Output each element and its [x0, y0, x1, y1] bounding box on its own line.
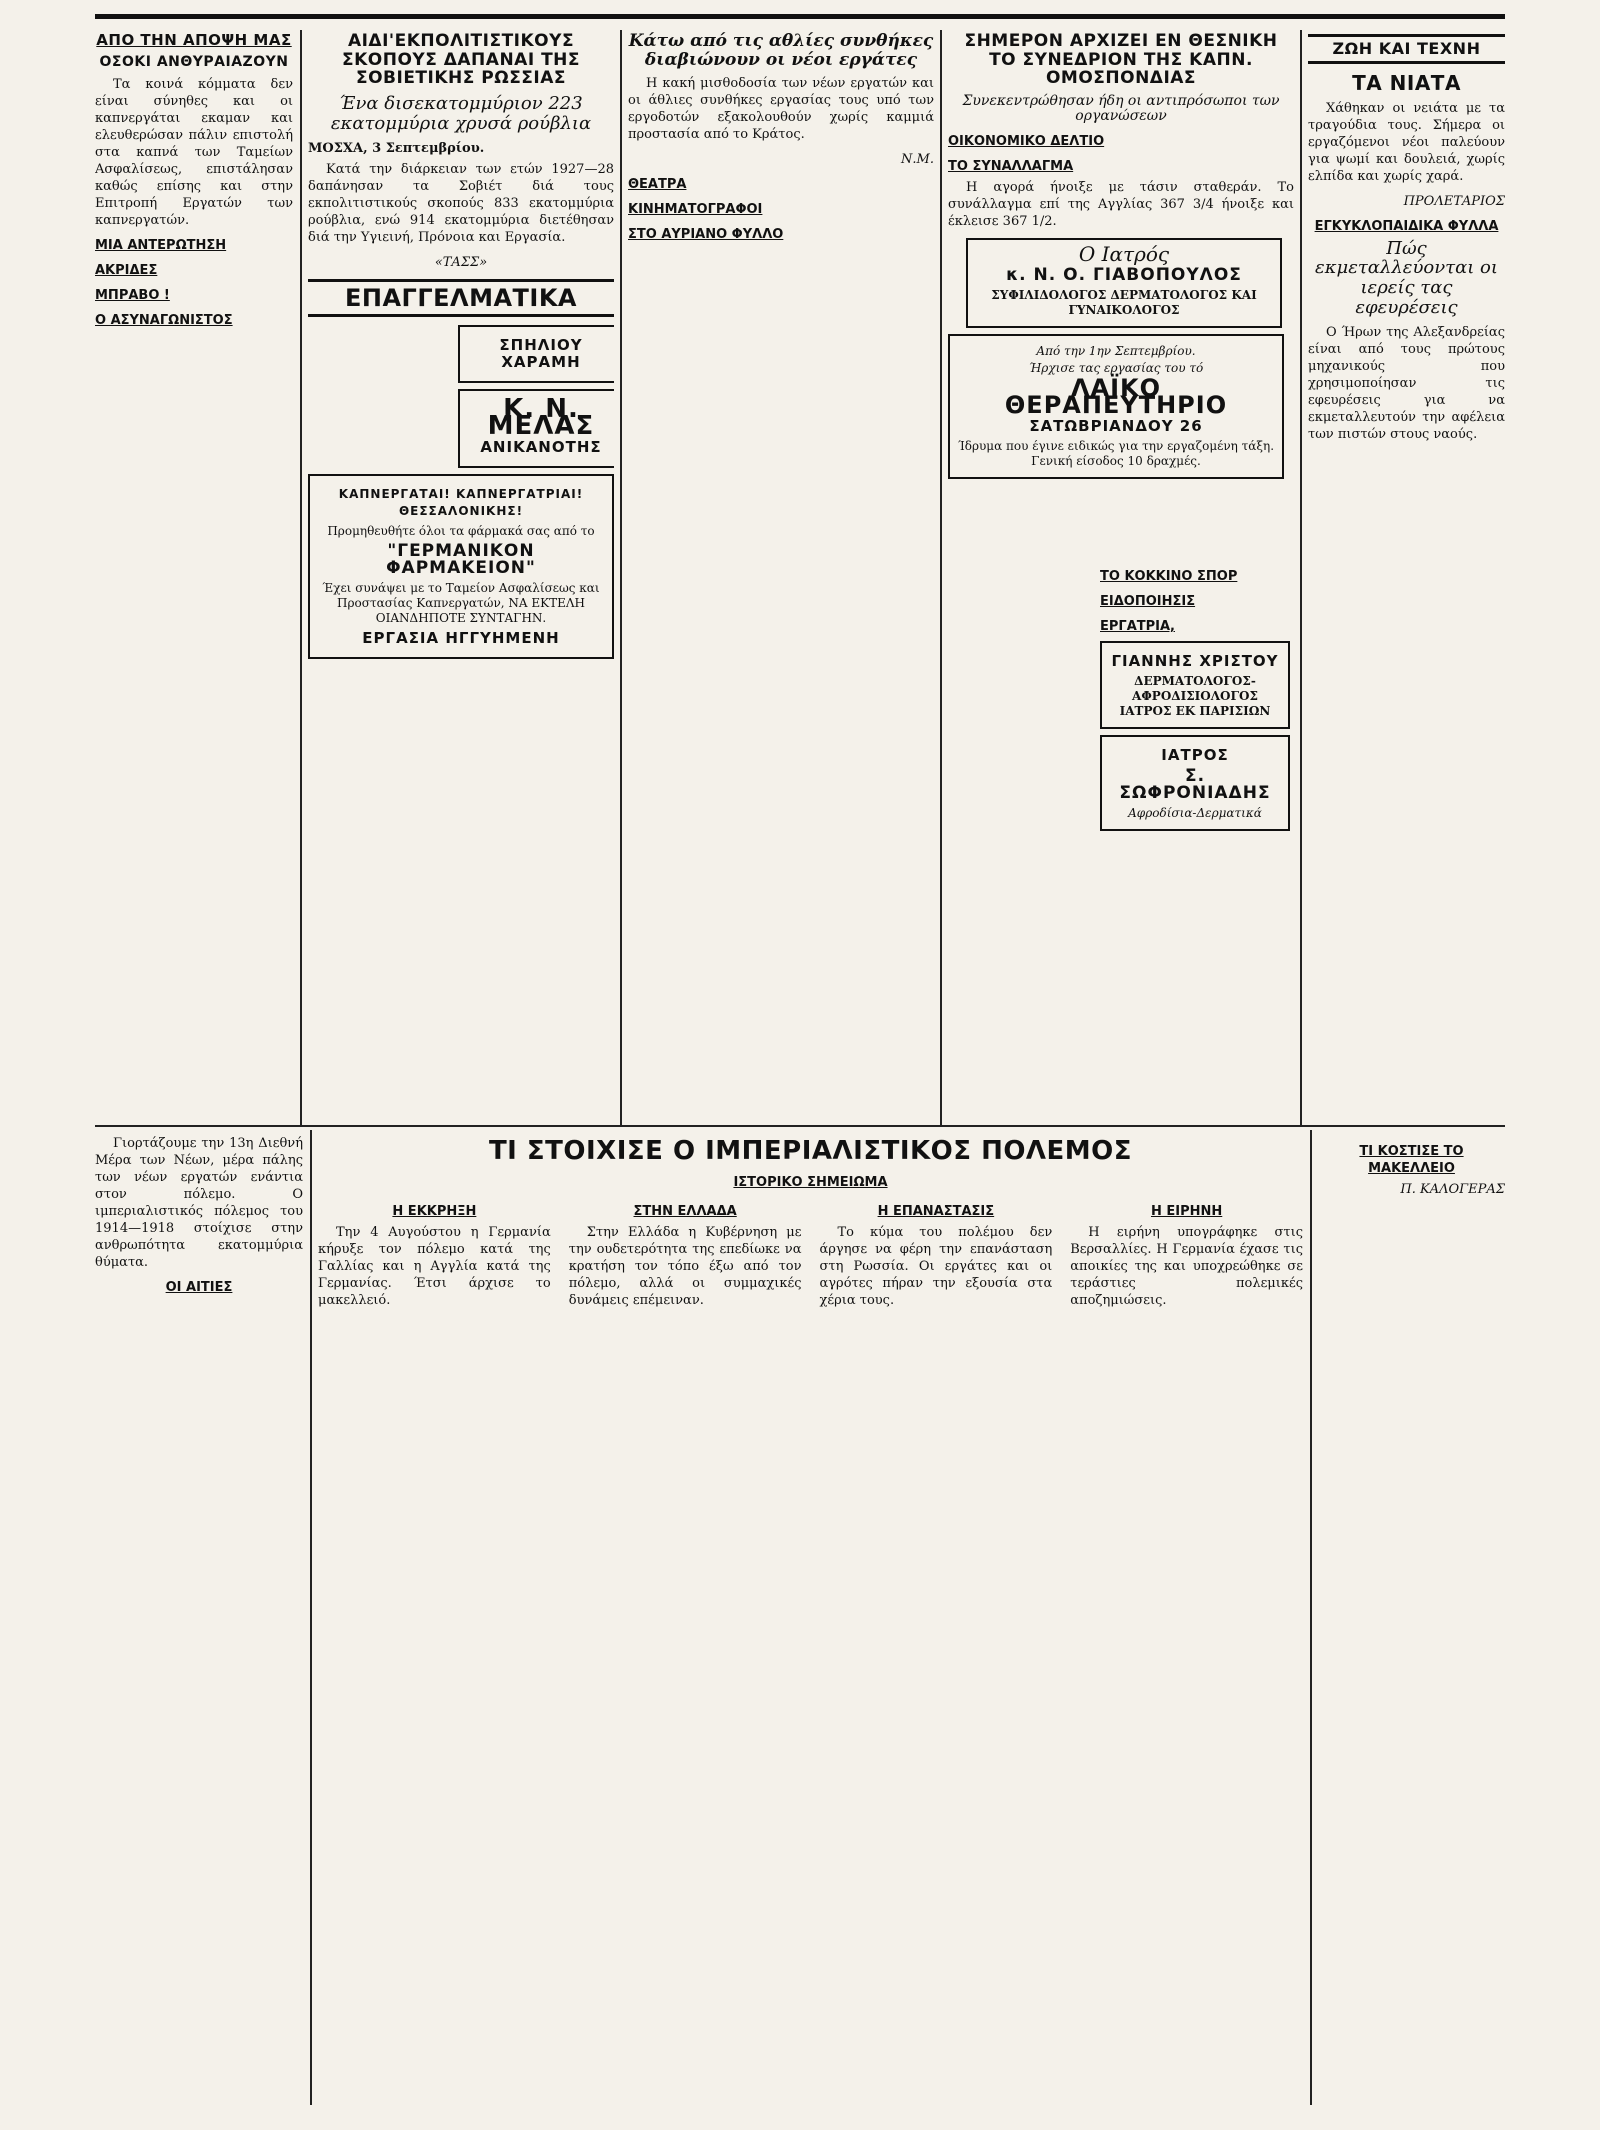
col5-encyclo: ΕΓΚΥΚΛΟΠΑΙΔΙΚΑ ΦΥΛΛΑ	[1314, 218, 1499, 234]
col4-economic: ΟΙΚΟΝΟΜΙΚΟ ΔΕΛΤΙΟ	[948, 133, 1105, 149]
col-red-sport: ΤΟ ΚΟΚΚΙΝΟ ΣΠΟΡ	[1100, 569, 1238, 584]
col2-subhead: Ένα δισεκατομμύριον 223 εκατομμύρια χρυσά ρούβλια	[330, 93, 592, 134]
col-notices: ΕΙΔΟΠΟΙΗΣΙΣ	[1100, 594, 1196, 609]
bottom-greece: ΣΤΗΝ ΕΛΛΑΔΑ	[633, 1203, 737, 1219]
column-2	[308, 30, 614, 1120]
bottom-columns	[318, 1195, 1303, 1317]
col3-body: Η κακή μισθοδοσία των νέων εργατών και οι άθλιες συνθήκες εργασίας τους υπό των εργοδοτών εξακολουθούν χωρίς καμμιά προστασία από το Κράτος.	[628, 76, 934, 143]
col4-headline: ΣΗΜΕΡΟΝ ΑΡΧΙΖΕΙ ΕΝ ΘΕΣΝΙΚΗ ΤΟ ΣΥΝΕΔΡΙΟΝ ΤΗΣ ΚΑΠΝ. ΟΜΟΣΠΟΝΔΙΑΣ	[964, 31, 1278, 89]
col-ergatria: ΕΡΓΑΤΡΙΑ,	[1100, 619, 1175, 634]
col1-headline: ΑΠΟ ΤΗΝ ΑΠΟΨΗ ΜΑΣ	[96, 31, 292, 49]
bottom-subhead: ΙΣΤΟΡΙΚΟ ΣΗΜΕΙΩΜΑ	[733, 1174, 888, 1190]
column-rule	[300, 30, 302, 1125]
column-rule	[1300, 30, 1302, 1125]
col4-exchange: ΤΟ ΣΥΝΑΛΛΑΓΜΑ	[948, 158, 1074, 174]
col2-section: ΕΠΑΓΓΕΛΜΑΤΙΚΑ	[308, 279, 614, 317]
ad-laiko-start: Ήρχισε τας εργασίας του τό	[1028, 360, 1204, 375]
bottom-col-a	[318, 1195, 551, 1317]
bottom-col-b	[569, 1195, 802, 1317]
ad-laiko-from: Από την 1ην Σεπτεμβρίου.	[1036, 343, 1196, 358]
col1-body: Τα κοινά κόμματα δεν είναι σύνηθες και οι καπνεργάται εκαμαν και ελευθερώσαν πάλιν επιστολή στα καπνά των Ταμείων Ασφαλίσεως, επιστάλησαν καθώς επίσης και στην Επιτροπή Εργατών των καπνεργατών.	[95, 76, 293, 228]
ad-laiko-title: ΛΑΪΚΟ ΘΕΡΑΠΕΥΤΗΡΙΟ	[1004, 373, 1228, 419]
col5-subhead: ΤΑ ΝΙΑΤΑ	[1352, 70, 1461, 95]
ad-spilios	[458, 325, 614, 383]
column-rule	[620, 30, 622, 1125]
ad-doc3-title: ΙΑΤΡΟΣ	[1161, 746, 1229, 764]
column-rule	[940, 30, 942, 1125]
col4-subhead: Συνεκεντρώθησαν ήδη οι αντιπρόσωποι των οργανώσεων	[962, 93, 1280, 125]
bottom-body2: Την 4 Αυγούστου η Γερμανία κήρυξε τον πόλεμο κατά της Γαλλίας και η Αγγλία κατά της Γερμανίας. Έτσι άρχισε το μακελλειό.	[318, 1224, 551, 1308]
ad-kapner-pharmacy: "ΓΕΡΜΑΝΙΚΟΝ ΦΑΡΜΑΚΕΙΟΝ"	[386, 541, 536, 579]
column-3	[628, 30, 934, 1120]
ad-doc1-title: Ο Ιατρός	[1078, 241, 1170, 266]
column-rule	[310, 1130, 312, 2105]
ad-kapner-foot: ΕΡΓΑΣΙΑ ΗΓΓΥΗΜΕΝΗ	[362, 629, 560, 648]
col1-sub3: ΑΚΡΙΔΕΣ	[95, 262, 158, 278]
bottom-center	[318, 1135, 1303, 2100]
ad-doc3-name: Σ. ΣΩΦΡΟΝΙΑΔΗΣ	[1119, 766, 1271, 803]
ad-doc1-spec: ΣΥΦΙΛΙΔΟΛΟΓΟΣ ΔΕΡΜΑΤΟΛΟΓΟΣ ΚΑΙ ΓΥΝΑΙΚΟΛΟΓΟΣ	[991, 287, 1257, 317]
column-1	[95, 30, 293, 1120]
bottom-causes: ΟΙ ΑΙΤΙΕΣ	[165, 1280, 233, 1295]
bottom-declaration: Η ΕΚΚΡΗΞΗ	[392, 1203, 477, 1219]
ad-doctor-christou	[1100, 641, 1290, 729]
bottom-left	[95, 1135, 303, 2100]
col3-tomorrow: ΣΤΟ ΑΥΡΙΑΝΟ ΦΥΛΛΟ	[628, 227, 784, 243]
ad-kapner-title: ΚΑΠΝΕΡΓΑΤΑΙ! ΚΑΠΝΕΡΓΑΤΡΙΑΙ! ΘΕΣΣΑΛΟΝΙΚΗΣ!	[338, 487, 584, 519]
col1-sub5: Ο ΑΣΥΝΑΓΩΝΙΣΤΟΣ	[95, 312, 233, 328]
col5-body: Χάθηκαν οι νειάτα με τα τραγούδια τους. Σήμερα οι εργαζόμενοι νέοι παλεύουν για ψωμί και δουλειά, χωρίς ελπίδα και χωρίς χαρά.	[1308, 100, 1505, 184]
col3-sig: Ν.Μ.	[901, 152, 934, 168]
col2-body: Κατά την διάρκειαν των ετών 1927—28 δαπάνησαν τα Σοβιέτ διά τους εκπολιτιστικούς σκοπούς 833 εκατομμύρια ρούβλια, ενώ 914 εκατομμύρια διετέθησαν διά την Υγιεινή, Πρόνοια και Εργασία.	[308, 161, 614, 245]
col5-body2: Ο Ήρων της Αλεξανδρείας είναι από τους πρώτους μηχανικούς που χρησιμοποίησαν τις εφευρέσεις για να εκμεταλλευτούν την αφέλεια των πιστών στους ναούς.	[1308, 324, 1505, 442]
col2-tass: «ΤΑΣΣ»	[434, 254, 488, 270]
bottom-cost: ΤΙ ΚΟΣΤΙΣΕ ΤΟ ΜΑΚΕΛΛΕΙΟ	[1359, 1144, 1464, 1176]
ad-spilios-title: ΣΠΗΛΙΟΥ ΧΑΡΑΜΗ	[499, 336, 583, 372]
col4-body: Η αγορά ήνοιξε με τάσιν σταθεράν. Το συνάλλαγμα επί της Αγγλίας 367 3/4 ήνοιξε και έκλεισε 367 1/2.	[948, 179, 1294, 229]
bottom-body4: Το κύμα του πολέμου δεν άργησε να φέρη την επανάσταση στη Ρωσσία. Οι εργάτες και οι αγρότες πήραν την εξουσία στα χέρια τους.	[819, 1224, 1053, 1308]
ad-doctor-sofroniadis	[1100, 735, 1290, 831]
ad-strip	[1100, 560, 1290, 960]
col1-subhead: ΟΣΟΚΙ ΑΝΘΥΡΑΙΑΖΟΥΝ	[99, 53, 289, 70]
ad-kapner-text: Προμηθευθήτε όλοι τα φάρμακά σας από το	[327, 524, 595, 539]
col5-encyclo-sub: Πώς εκμεταλλεύονται οι ιερείς τας εφευρέσεις	[1315, 237, 1498, 318]
ad-doc3-spec: Αφροδίσια-Δερματικά	[1128, 806, 1262, 820]
ad-doctor-giavopoulos	[966, 238, 1282, 328]
ad-laiko-addr: ΣΑΤΩΒΡΙΑΝΔΟΥ 26	[1029, 416, 1203, 435]
bottom-peace: Η ΕΙΡΗΝΗ	[1150, 1203, 1223, 1219]
ad-melas-title: Κ. Ν. ΜΕΛΑΣ	[487, 394, 595, 442]
bottom-headline: ΤΙ ΣΤΟΙΧΙΣΕ Ο ΙΜΠΕΡΙΑΛΙΣΤΙΚΟΣ ΠΟΛΕΜΟΣ	[488, 1136, 1133, 1166]
ad-doc1-name: κ. Ν. Ο. ΓΙΑΒΟΠΟΥΛΟΣ	[1006, 264, 1242, 285]
col1-sub4: ΜΠΡΑΒΟ !	[95, 287, 170, 303]
col3-theatres: ΘΕΑΤΡΑ	[628, 177, 687, 193]
bottom-sig: Π. ΚΑΛΟΓΕΡΑΣ	[1400, 1182, 1505, 1197]
bottom-body5: Η ειρήνη υπογράφηκε στις Βερσαλλίες. Η Γερμανία έχασε τις αποικίες της και υποχρεώθηκε σε τεράστιες πολεμικές αποζημιώσεις.	[1070, 1224, 1303, 1308]
ad-kapner-note: Έχει συνάψει με το Ταμείον Ασφαλίσεως και Προστασίας Καπνεργατών, ΝΑ ΕΚΤΕΛΗ ΟΙΑΝΔΗΠΟΤΕ ΣΥΝΤΑΓΗΝ.	[322, 581, 600, 626]
col3-headline: Κάτω από τις αθλίες συνθήκες διαβιώνουν οι νέοι εργάτες	[628, 31, 934, 70]
ad-melas	[458, 389, 614, 468]
bottom-col-d	[1070, 1195, 1303, 1317]
bottom-revolution: Η ΕΠΑΝΑΣΤΑΣΙΣ	[877, 1203, 995, 1219]
ad-doc2-name: ΓΙΑΝΝΗΣ ΧΡΙΣΤΟΥ	[1111, 652, 1279, 670]
col5-headline: ΖΩΗ ΚΑΙ ΤΕΧΝΗ	[1308, 34, 1505, 64]
column-rule	[1310, 1130, 1312, 2105]
col5-sig: ΠΡΟΛΕΤΑΡΙΟΣ	[1403, 193, 1505, 209]
bottom-body3: Στην Ελλάδα η Κυβέρνηση με την ουδετερότητα της επεδίωκε να κρατήση τον τόπο έξω από τον πόλεμο, αλλά οι συμμαχικές δυνάμεις επέμειναν.	[568, 1224, 802, 1308]
bottom-body1: Γιορτάζουμε την 13η Διεθνή Μέρα των Νέων, μέρα πάλης των νέων εργατών ενάντια στον πόλεμο. Ο ιμπεριαλιστικός πόλεμος του 1914—1918 στοίχισε στην ανθρωπότητα εκατομμύρια θύματα.	[95, 1136, 303, 1270]
col1-sub2: ΜΙΑ ΑΝΤΕΡΩΤΗΣΗ	[95, 237, 227, 253]
bottom-right	[1318, 1135, 1505, 2100]
section-rule	[95, 1125, 1505, 1127]
ad-laiko	[948, 334, 1284, 479]
ad-doc2-spec: ΔΕΡΜΑΤΟΛΟΓΟΣ-ΑΦΡΟΔΙΣΙΟΛΟΓΟΣ ΙΑΤΡΟΣ ΕΚ ΠΑΡΙΣΙΩΝ	[1119, 674, 1271, 718]
bottom-col-c	[820, 1195, 1053, 1317]
col3-cinemas: ΚΙΝΗΜΑΤΟΓΡΑΦΟΙ	[628, 202, 763, 218]
ad-melas-sub: ΑΝΙΚΑΝΟΤΗΣ	[480, 438, 602, 457]
col2-dateline: ΜΟΣΧΑ, 3 Σεπτεμβρίου.	[308, 140, 485, 156]
column-5	[1308, 30, 1505, 1120]
col2-headline: ΑΙΔΙ'ΕΚΠΟΛΙΤΙΣΤΙΚΟΥΣ ΣΚΟΠΟΥΣ ΔΑΠΑΝΑΙ ΤΗΣ ΣΟΒΙΕΤΙΚΗΣ ΡΩΣΣΙΑΣ	[341, 31, 581, 89]
ad-kapnergatai	[308, 474, 614, 659]
top-rule	[95, 14, 1505, 19]
ad-laiko-text: Ίδρυμα που έγινε ειδικώς για την εργαζομένη τάξη. Γενική είσοδος 10 δραχμές.	[957, 438, 1275, 468]
